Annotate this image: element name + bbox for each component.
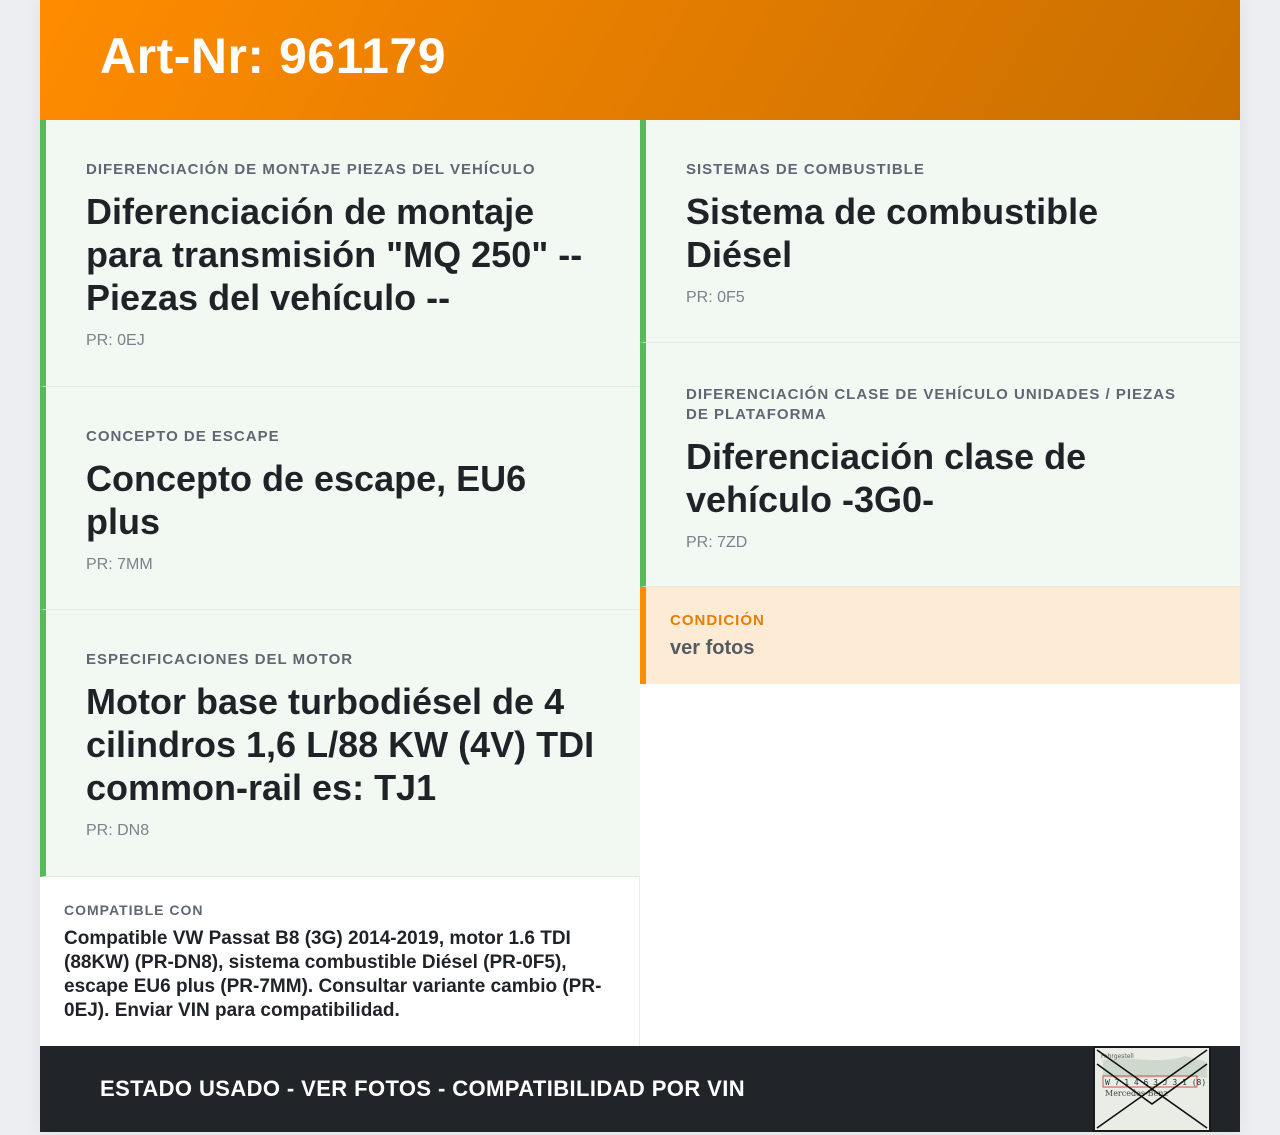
spec-card-transmission: [40, 120, 640, 387]
spec-title: Concepto de escape, EU6 plus: [86, 458, 527, 542]
article-number-title: Art-Nr: 961179: [100, 28, 447, 84]
condition-label: CONDICIÓN: [670, 612, 765, 629]
right-column: [640, 120, 1240, 1046]
spec-title: Diferenciación de montaje para transmisión "MQ 250" -- Piezas del vehículo --: [86, 191, 583, 318]
spec-pr-code: PR: DN8: [86, 822, 150, 839]
condition-box: [640, 587, 1240, 684]
spec-card-fuel-system: [640, 120, 1240, 343]
spec-category: SISTEMAS DE COMBUSTIBLE: [686, 161, 925, 178]
spec-card-vehicle-class: [640, 343, 1240, 587]
stamp-brand-text: Mercedes-Benz: [1105, 1089, 1168, 1098]
stamp-top-text: Fahrgestell: [1101, 1053, 1134, 1060]
spec-title: Diferenciación clase de vehículo -3G0-: [686, 436, 1087, 520]
compatibility-section: [40, 877, 640, 1023]
spec-pr-code: PR: 7MM: [86, 556, 153, 573]
spec-title: Motor base turbodiésel de 4 cilindros 1,6 L/88 KW (4V) TDI common-rail es: TJ1: [86, 681, 595, 808]
spec-category: DIFERENCIACIÓN CLASE DE VEHÍCULO UNIDADES / PIEZAS DE PLATAFORMA: [686, 386, 1177, 423]
footer-status-text: ESTADO USADO - VER FOTOS - COMPATIBILIDAD POR VIN: [100, 1076, 745, 1101]
footer-bar: [40, 1046, 1240, 1132]
spec-card-exhaust: [40, 387, 640, 610]
spec-title: Sistema de combustible Diésel: [686, 191, 1099, 275]
compatibility-label: COMPATIBLE CON: [64, 902, 204, 918]
header: [40, 0, 1240, 120]
compatibility-text: Compatible VW Passat B8 (3G) 2014-2019, motor 1.6 TDI (88KW) (PR-DN8), sistema combustible Diésel (PR-0F5), escape EU6 plus (PR-7MM). Consultar variante cambio (PR-0EJ). Enviar VIN para compatibilidad.: [64, 928, 602, 1021]
spec-grid: [40, 120, 1240, 1046]
spec-pr-code: PR: 7ZD: [686, 534, 748, 551]
condition-value: ver fotos: [670, 637, 755, 659]
spec-card-engine: [40, 610, 640, 877]
left-column: [40, 120, 640, 1046]
vin-plate-thumbnail[interactable]: [1093, 1046, 1211, 1132]
product-page: [40, 0, 1240, 1132]
vin-plate-image: [1095, 1048, 1209, 1130]
spec-pr-code: PR: 0EJ: [86, 332, 145, 349]
spec-pr-code: PR: 0F5: [686, 289, 745, 306]
spec-category: CONCEPTO DE ESCAPE: [86, 428, 280, 445]
spec-category: ESPECIFICACIONES DEL MOTOR: [86, 651, 354, 668]
stamp-vin-text: W 7 1 4 6 3 J 3 1 (8): [1105, 1078, 1207, 1087]
spec-category: DIFERENCIACIÓN DE MONTAJE PIEZAS DEL VEHÍCULO: [86, 161, 536, 178]
